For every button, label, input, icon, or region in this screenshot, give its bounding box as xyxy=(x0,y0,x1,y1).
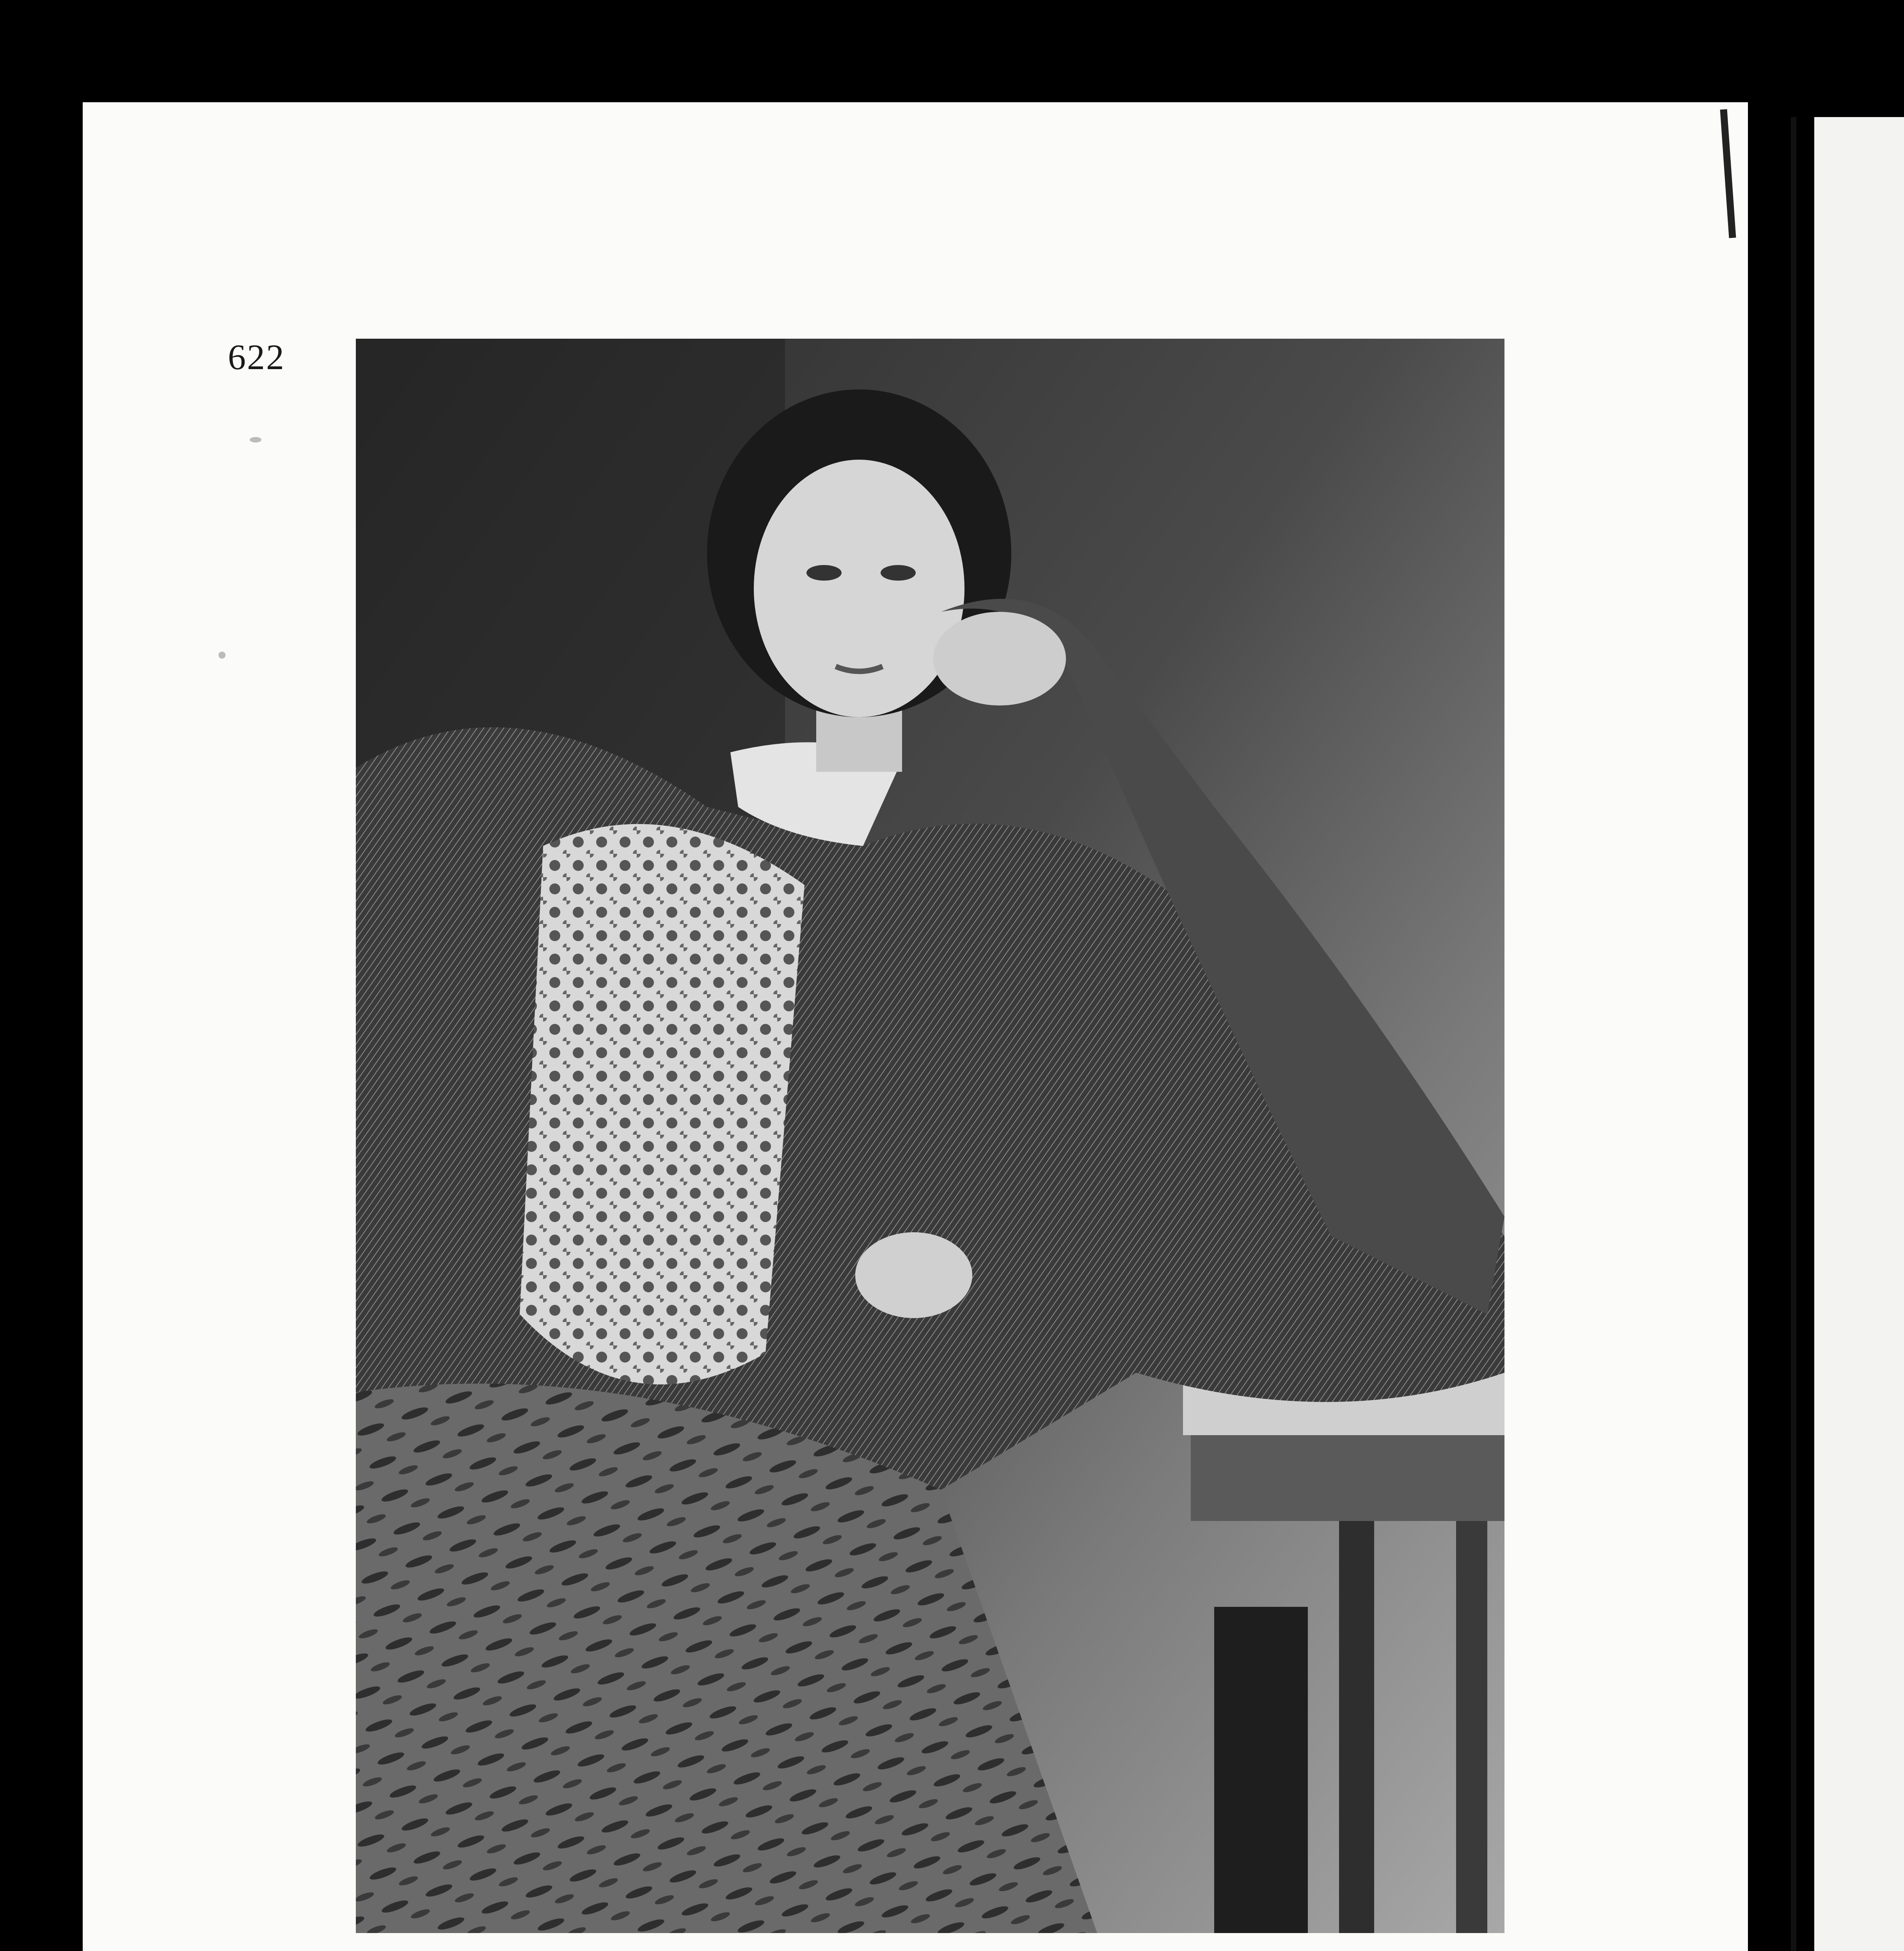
page-gutter xyxy=(1791,117,1796,1951)
adjacent-page-strip xyxy=(1814,117,1904,1951)
scan-speck xyxy=(250,437,261,442)
magazine-page xyxy=(83,102,1748,1951)
portrait-engraving xyxy=(356,339,1504,1933)
scan-speck xyxy=(218,652,226,659)
page-number: 622 xyxy=(228,337,285,377)
